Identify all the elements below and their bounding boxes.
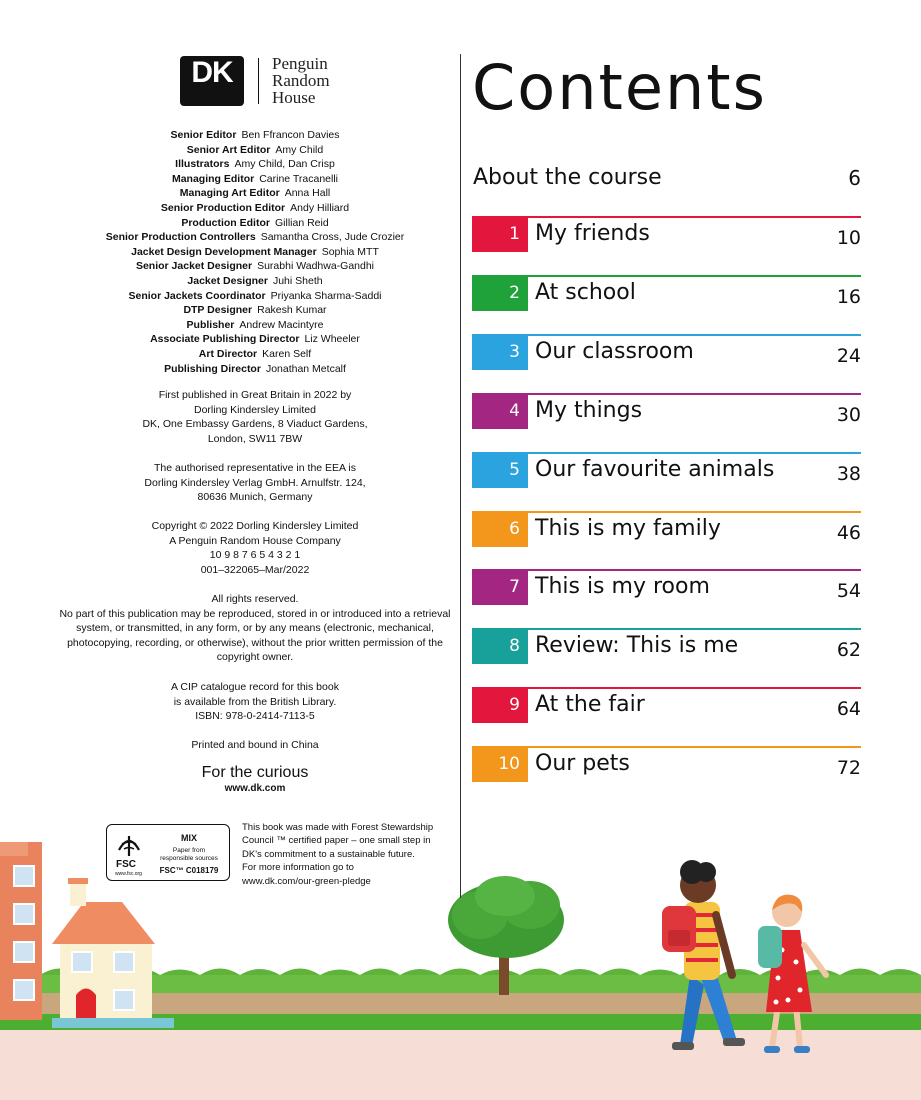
unit-page-number: 24 <box>836 344 861 367</box>
copyright-line: 10 9 8 7 6 5 4 3 2 1 <box>209 549 301 562</box>
unit-page-number: 30 <box>836 403 861 426</box>
published-line: DK, One Embassy Gardens, 8 Viaduct Gardens, <box>142 418 368 431</box>
credit-name: Surabhi Wadhwa-Gandhi <box>257 260 375 273</box>
fsc-licence-code: FSC™ C018179 <box>159 866 219 875</box>
credit-role: Publishing Director <box>164 362 261 375</box>
unit-title: This is my room <box>535 574 710 600</box>
prh-line: Penguin <box>272 54 328 73</box>
green-note-line: This book was made with Forest Stewardship <box>242 822 434 833</box>
fsc-paper-line: responsible sources <box>160 854 218 862</box>
unit-number-badge: 5 <box>472 452 528 488</box>
credit-role: Senior Production Controllers <box>105 231 256 244</box>
credit-role: Jacket Design Development Manager <box>131 245 317 258</box>
credit-name: Ben Ffrancon Davies <box>241 129 340 141</box>
unit-page-number: 54 <box>836 580 861 603</box>
contents-item-page: 6 <box>848 166 861 190</box>
unit-title: At the fair <box>535 692 645 718</box>
credit-role: Senior Jacket Designer <box>135 260 253 273</box>
publisher-logo <box>180 56 350 106</box>
fsc-paper-label <box>151 847 227 862</box>
credit-name: Andy Hilliard <box>290 201 350 214</box>
website-link[interactable]: www.dk.com <box>224 783 286 794</box>
unit-title: Review: This is me <box>535 633 739 659</box>
cip-line: A CIP catalogue record for this book <box>171 681 339 693</box>
unit-title: At school <box>535 279 636 305</box>
credit-row <box>50 216 460 231</box>
unit-page-number: 64 <box>836 698 861 721</box>
fsc-paper-line: Paper from <box>172 847 206 854</box>
unit-number-badge: 10 <box>472 746 528 782</box>
credit-name: Samantha Cross, Jude Crozier <box>260 231 405 244</box>
column-divider <box>460 54 461 898</box>
unit-color-rule <box>472 275 861 277</box>
unit-color-rule <box>472 216 861 218</box>
eea-representative-block <box>50 461 460 505</box>
copyright-line: A Penguin Random House Company <box>169 534 341 547</box>
prh-line: Random <box>272 71 330 90</box>
unit-number-badge: 1 <box>472 216 528 252</box>
credit-name: Rakesh Kumar <box>257 304 327 317</box>
credit-role: Associate Publishing Director <box>150 333 300 346</box>
green-note-line: www.dk.com/our-green-pledge <box>242 875 371 887</box>
credit-name: Sophia MTT <box>321 245 379 258</box>
credit-row <box>50 201 460 216</box>
credit-role: Managing Editor <box>171 172 255 185</box>
credit-name: Jonathan Metcalf <box>265 362 346 375</box>
printed-line: Printed and bound in China <box>191 739 319 751</box>
credit-name: Amy Child <box>275 143 324 156</box>
copyright-line: Copyright © 2022 Dorling Kindersley Limited <box>151 520 359 532</box>
published-line: First published in Great Britain in 2022 by <box>158 389 352 401</box>
credit-name: Anna Hall <box>284 187 331 200</box>
unit-title: My things <box>535 397 643 423</box>
credit-row <box>50 274 460 289</box>
contents-unit-6[interactable] <box>472 511 861 547</box>
unit-number-badge: 2 <box>472 275 528 311</box>
credit-row <box>50 245 460 260</box>
fsc-mix-label: MIX <box>180 833 197 843</box>
unit-color-rule <box>472 687 861 689</box>
credit-name: Gillian Reid <box>274 216 329 229</box>
rights-block <box>50 592 460 665</box>
credit-row <box>50 128 460 143</box>
copyright-block <box>50 519 460 577</box>
credit-name: Juhi Sheth <box>272 274 323 287</box>
copyright-line: 001–322065–Mar/2022 <box>200 563 310 576</box>
unit-title: Our pets <box>535 751 630 777</box>
credit-role: DTP Designer <box>183 304 253 317</box>
green-note-line: Council ™ certified paper – one small step in <box>242 835 431 847</box>
unit-color-rule <box>472 746 861 748</box>
credit-row <box>50 186 460 201</box>
unit-page-number: 62 <box>836 639 861 662</box>
rights-line: No part of this publication may be reproduced, stored in or introduced into a retrieval <box>59 607 451 620</box>
unit-number-badge: 9 <box>472 687 528 723</box>
fsc-wordmark: FSC <box>116 859 136 870</box>
cip-line: is available from the British Library. <box>173 695 337 708</box>
credit-name: Liz Wheeler <box>304 333 360 346</box>
unit-title: My friends <box>535 221 650 246</box>
fsc-logo-box <box>106 824 230 881</box>
fsc-tree-icon <box>116 830 142 858</box>
credit-row <box>50 230 460 245</box>
credit-name: Andrew Macintyre <box>239 318 324 331</box>
dk-logo-text: DK <box>191 56 233 89</box>
cip-block <box>50 680 460 724</box>
contents-unit-4[interactable] <box>472 393 861 429</box>
credit-row <box>50 259 460 274</box>
contents-unit-1[interactable] <box>472 216 861 252</box>
rights-line: photocopying, recording, or otherwise), without the prior written permission of the <box>67 636 443 649</box>
unit-title: Our favourite animals <box>535 456 775 482</box>
unit-page-number: 72 <box>836 757 861 780</box>
credit-role: Managing Art Editor <box>179 187 280 200</box>
unit-page-number: 38 <box>836 462 861 485</box>
logo-divider <box>258 58 259 104</box>
credit-role: Illustrators <box>175 158 230 171</box>
unit-number-badge: 7 <box>472 569 528 605</box>
credit-row <box>50 318 460 333</box>
credit-row <box>50 362 460 377</box>
credit-row <box>50 303 460 318</box>
unit-number-badge: 4 <box>472 393 528 429</box>
credit-role: Senior Editor <box>170 129 237 141</box>
contents-unit-3[interactable] <box>472 334 861 370</box>
contents-item-about[interactable] <box>473 163 861 193</box>
contents-unit-2[interactable] <box>472 275 861 311</box>
penguin-random-house-wordmark <box>272 55 330 106</box>
contents-item-label: About the course <box>473 165 662 190</box>
eea-line: Dorling Kindersley Verlag GmbH. Arnulfstr. 124, <box>144 476 366 489</box>
tagline-block <box>50 764 460 796</box>
credit-role: Senior Jackets Coordinator <box>128 289 266 302</box>
credit-row <box>50 289 460 304</box>
isbn: ISBN: 978-0-2414-7113-5 <box>195 710 315 723</box>
green-pledge-note <box>242 821 452 888</box>
rights-line: system, or transmitted, in any form, or by any means (electronic, mechanical, <box>76 622 434 635</box>
credit-row <box>50 143 460 158</box>
contents-unit-9[interactable] <box>472 687 861 723</box>
contents-title: Contents <box>472 51 767 124</box>
prh-line: House <box>272 88 316 107</box>
unit-number-badge: 6 <box>472 511 528 547</box>
unit-title: Our classroom <box>535 338 694 364</box>
credit-role: Production Editor <box>181 216 270 229</box>
green-note-line: For more information go to <box>242 862 354 874</box>
contents-unit-8[interactable] <box>472 628 861 664</box>
unit-page-number: 46 <box>836 521 861 544</box>
contents-unit-10[interactable] <box>472 746 861 782</box>
credit-row <box>50 172 460 187</box>
green-note-line: DK's commitment to a sustainable future. <box>242 848 415 860</box>
unit-title: This is my family <box>535 515 721 541</box>
credit-name: Karen Self <box>262 347 312 360</box>
credit-role: Senior Art Editor <box>186 143 271 156</box>
unit-color-rule <box>472 393 861 395</box>
unit-page-number: 10 <box>836 227 861 249</box>
credit-role: Art Director <box>198 347 258 360</box>
first-published-block <box>50 388 460 446</box>
fsc-url: www.fsc.org <box>115 871 142 877</box>
credit-row <box>50 332 460 347</box>
credit-name: Carine Tracanelli <box>259 172 339 185</box>
eea-line: 80636 Munich, Germany <box>197 491 313 504</box>
credit-role: Senior Production Editor <box>160 201 286 214</box>
unit-number-badge: 8 <box>472 628 528 664</box>
eea-line: The authorised representative in the EEA is <box>154 462 356 474</box>
credit-row <box>50 347 460 362</box>
credit-name: Amy Child, Dan Crisp <box>234 158 335 171</box>
contents-unit-5[interactable] <box>472 452 861 488</box>
credit-role: Jacket Designer <box>187 274 268 287</box>
credit-row <box>50 157 460 172</box>
unit-number-badge: 3 <box>472 334 528 370</box>
credit-name: Priyanka Sharma-Saddi <box>270 289 382 302</box>
rights-line: copyright owner. <box>216 651 294 664</box>
credit-role: Publisher <box>186 318 235 331</box>
published-line: Dorling Kindersley Limited <box>194 403 316 416</box>
credits-list <box>50 128 460 376</box>
published-line: London, SW11 7BW <box>207 432 303 445</box>
rights-line: All rights reserved. <box>211 593 299 605</box>
printed-in <box>50 738 460 753</box>
unit-page-number: 16 <box>836 285 861 308</box>
tagline: For the curious <box>201 764 309 781</box>
contents-unit-7[interactable] <box>472 569 861 605</box>
